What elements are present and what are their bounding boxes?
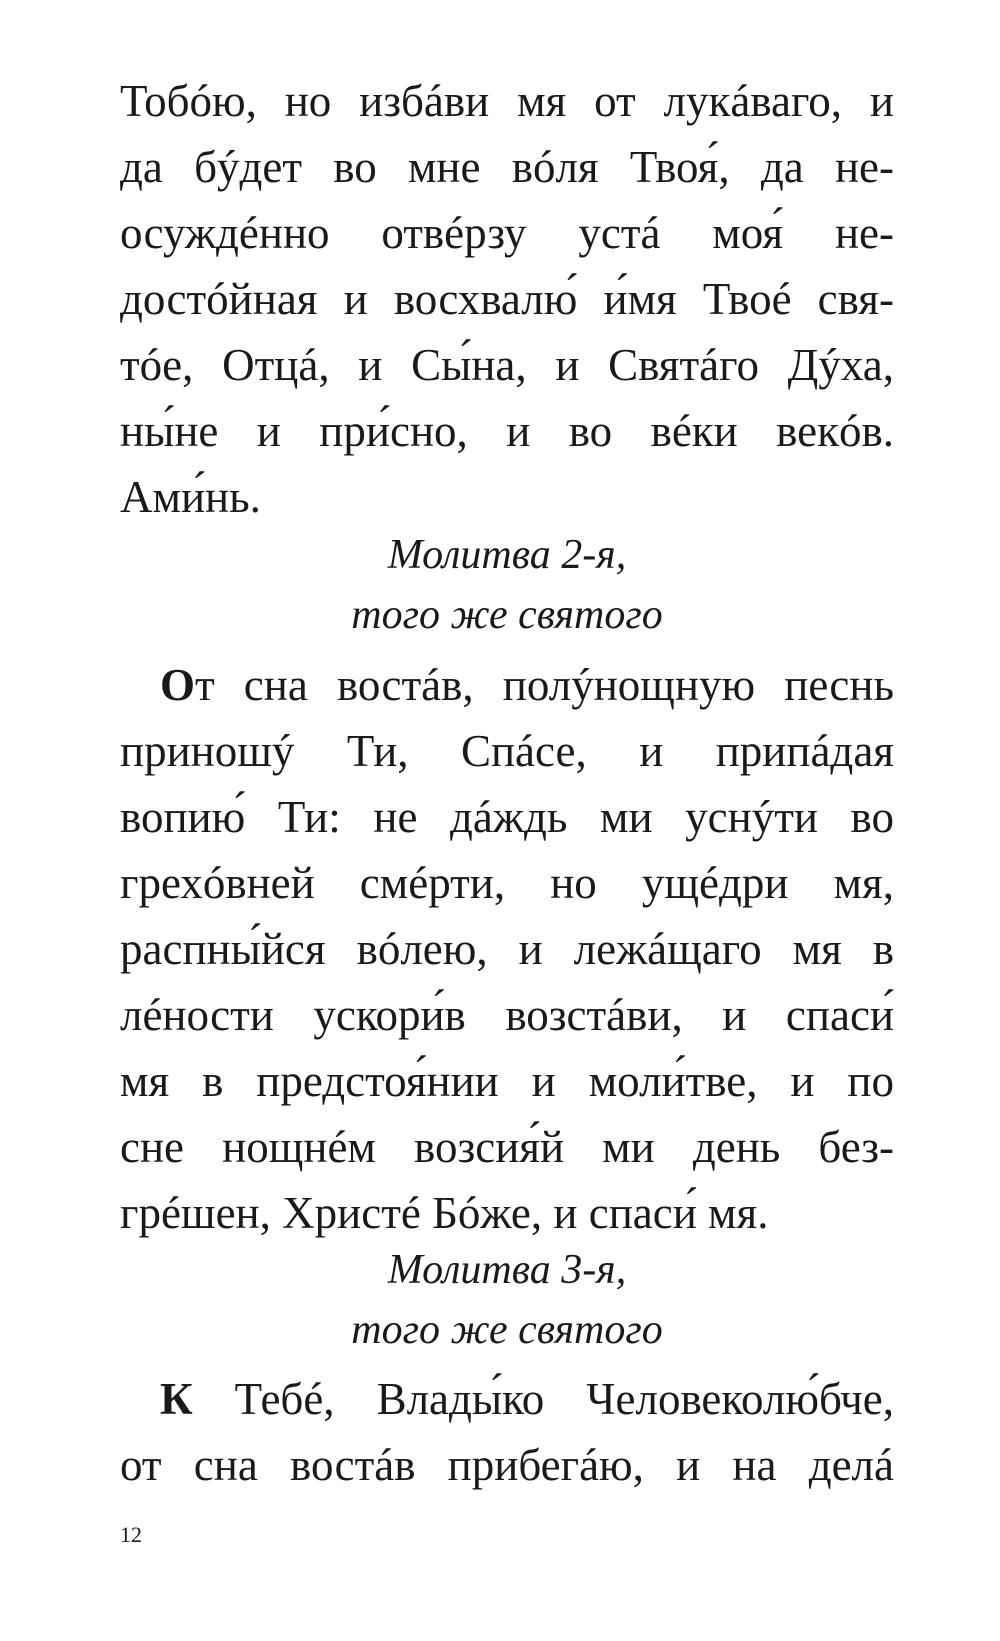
prayer-2-heading-line-2: того же святого: [351, 592, 663, 638]
paragraph-2-line-9: грéшен, Христé Бóже, и спаси́ мя.: [120, 1188, 769, 1238]
paragraph-2-line-6: лéности ускори́в возстáви, и спаси́: [120, 990, 894, 1040]
paragraph-3-line-1-text: Тебé, Влады́ко Человеколю́бче,: [192, 1374, 894, 1424]
prayer-3-heading-line-1: Молитва 3-я,: [387, 1247, 627, 1293]
drop-initial: О: [160, 660, 196, 710]
page-number: 12: [120, 1522, 142, 1547]
paragraph-1-line-1: Тобóю, но избáви мя от лукáваго, и: [120, 76, 894, 126]
paragraph-1-line-2: да бýдет во мне вóля Твоя́, да не-: [120, 142, 894, 192]
paragraph-2-line-2: приношý Ти, Спáсе, и припáдая: [120, 726, 894, 776]
paragraph-2-line-1-text: т сна востáв, полýнощную песнь: [195, 660, 894, 710]
paragraph-1-line-7: Ами́нь.: [120, 472, 261, 522]
paragraph-2-line-8: сне нощнéм возсия́й ми день без-: [120, 1122, 894, 1172]
prayer-3-heading-line-2: того же святого: [351, 1307, 663, 1353]
paragraph-2-line-4: грехóвней смéрти, но ущéдри мя,: [120, 858, 894, 908]
paragraph-3-line-1: [160, 1366, 894, 1432]
paragraph-1-line-5: тóе, Отцá, и Сы́на, и Святáго Дýха,: [120, 340, 894, 390]
paragraph-1-line-4: достóйная и восхвалю́ и́мя Твоé свя-: [120, 274, 894, 324]
paragraph-1-line-3: осуждéнно отвéрзу устá моя́ не-: [120, 208, 894, 258]
paragraph-2-line-7: мя в предстоя́нии и моли́тве, и по: [120, 1056, 894, 1106]
paragraph-2-line-1: [160, 652, 894, 718]
paragraph-1-line-6: ны́не и при́сно, и во вéки векóв.: [120, 406, 894, 456]
prayer-2-heading-line-1: Молитва 2-я,: [387, 532, 627, 578]
paragraph-2-line-5: распны́йся вóлею, и лежáщаго мя в: [120, 924, 894, 974]
paragraph-2-line-3: вопию́ Ти: не дáждь ми уснýти во: [120, 792, 894, 842]
paragraph-3-line-2: от сна востáв прибегáю, и на делá: [120, 1440, 894, 1490]
drop-initial: К: [160, 1374, 193, 1424]
